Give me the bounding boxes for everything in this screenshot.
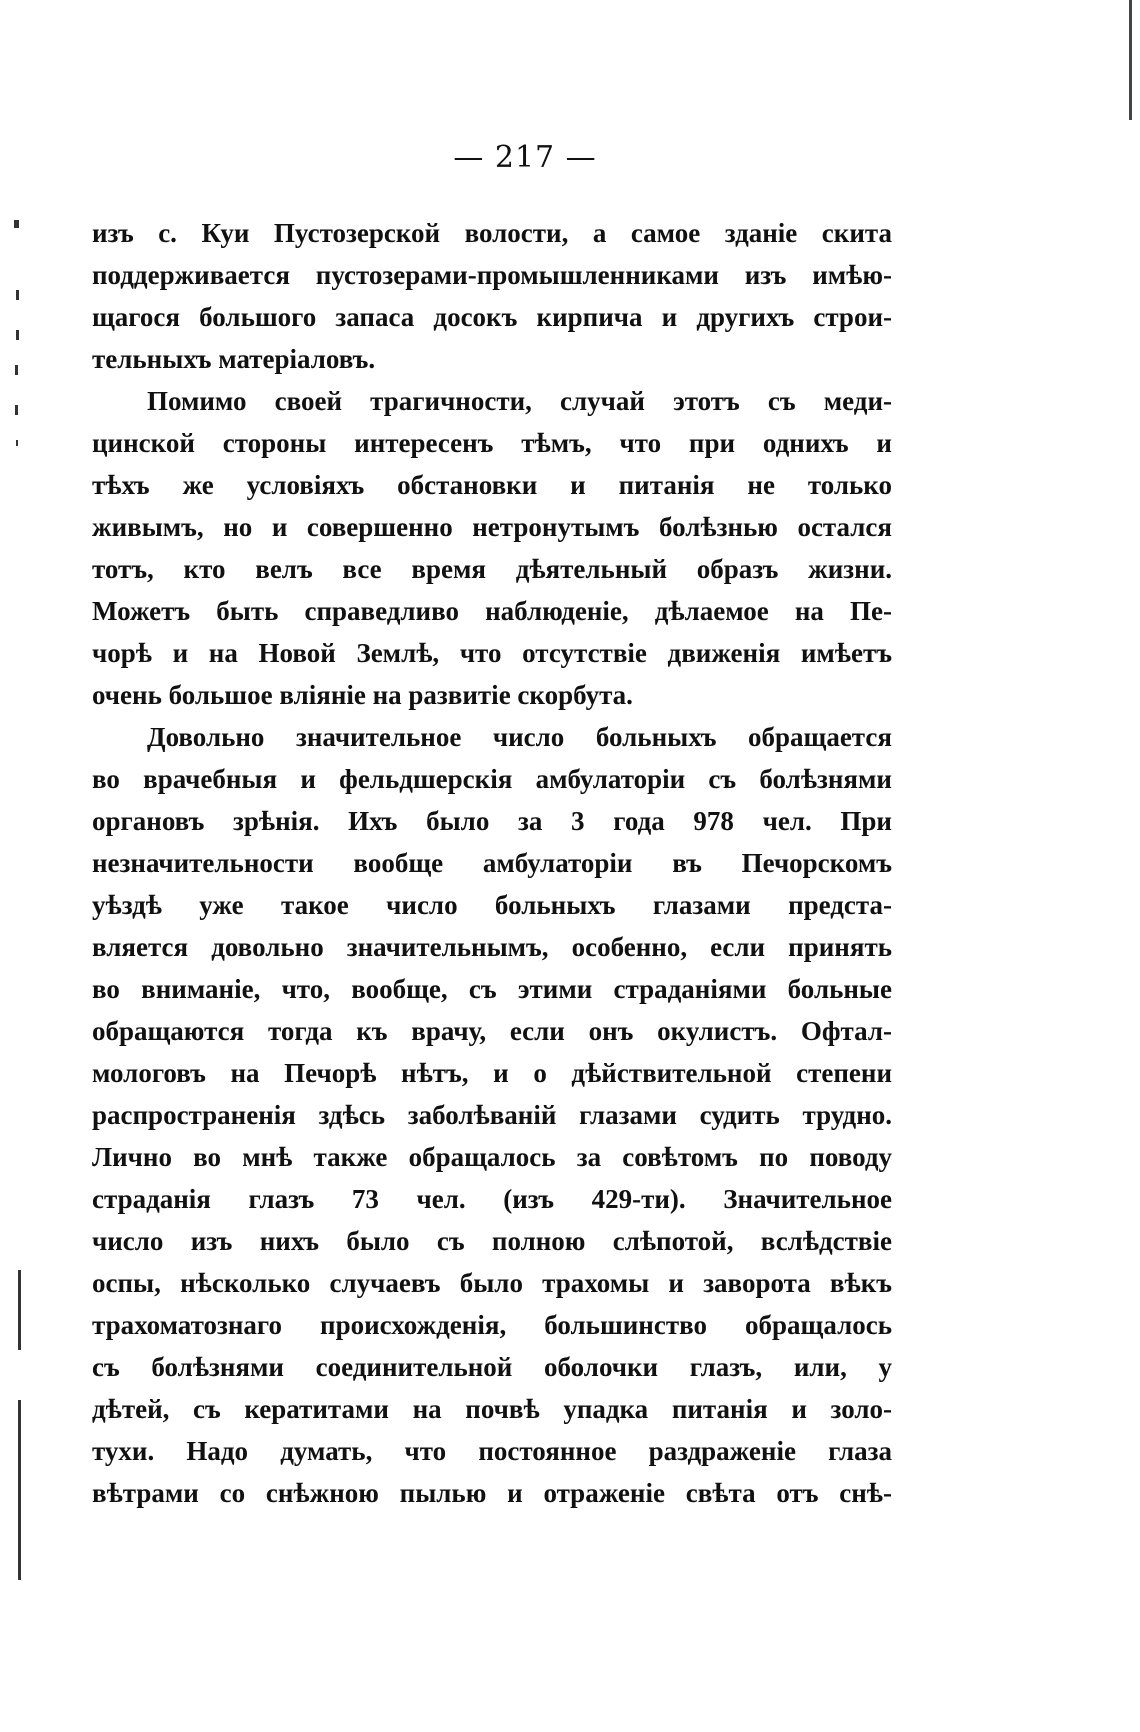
text-line: тотъ, кто велъ все время дѣятельный образъ жизни. [92, 554, 892, 584]
paragraph [92, 380, 892, 716]
scan-edge-mark [1129, 0, 1132, 120]
text-line: тѣхъ же условіяхъ обстановки и питанія не только [92, 470, 892, 500]
text-line: Помимо своей трагичности, случай этотъ съ меди- [147, 386, 892, 416]
text-line: во вниманіе, что, вообще, съ этими страданіями больные [92, 974, 892, 1004]
text-line: Лично во мнѣ также обращалось за совѣтомъ по поводу [92, 1142, 892, 1172]
text-line: очень большое вліяніе на развитіе скорбута. [92, 680, 633, 710]
text-line: органовъ зрѣнія. Ихъ было за 3 года 978 чел. При [92, 806, 892, 836]
text-line: мологовъ на Печорѣ нѣтъ, и о дѣйствительной степени [92, 1058, 892, 1088]
text-line: вѣтрами со снѣжною пылью и отраженіе свѣта отъ снѣ- [92, 1478, 892, 1508]
margin-mark [16, 440, 18, 446]
text-line: незначительности вообще амбулаторіи въ Печорскомъ [92, 848, 892, 878]
paragraph [92, 212, 892, 380]
margin-mark [18, 1270, 21, 1350]
text-line: трахоматознаго происхожденія, большинство обращалось [92, 1310, 892, 1340]
text-line: изъ с. Куи Пустозерской волости, а самое зданіе скита [92, 218, 892, 248]
page-number: — 217 — [453, 140, 597, 175]
text-line: съ болѣзнями соединительной оболочки глазъ, или, у [92, 1352, 892, 1382]
text-line: тухи. Надо думать, что постоянное раздраженіе глаза [92, 1436, 892, 1466]
margin-mark [18, 1400, 21, 1580]
text-line: во врачебныя и фельдшерскія амбулаторіи съ болѣзнями [92, 764, 892, 794]
margin-scan-marks [12, 220, 32, 1520]
text-line: оспы, нѣсколько случаевъ было трахомы и заворота вѣкъ [92, 1268, 892, 1298]
text-line: Можетъ быть справедливо наблюденіе, дѣлаемое на Пе- [92, 596, 892, 626]
body-text [92, 212, 892, 1514]
margin-mark [14, 220, 19, 228]
text-line: вляется довольно значительнымъ, особенно, если принять [92, 932, 892, 962]
text-line: поддерживается пустозерами-промышленниками изъ имѣю- [92, 260, 892, 290]
text-line: чорѣ и на Новой Землѣ, что отсутствіе движенія имѣетъ [92, 638, 892, 668]
text-line: страданія глазъ 73 чел. (изъ 429-ти). Значительное [92, 1184, 892, 1214]
margin-mark [15, 365, 18, 375]
text-line: распространенія здѣсь заболѣваній глазами судить трудно. [92, 1100, 892, 1130]
paragraph [92, 716, 892, 1514]
margin-mark [16, 330, 19, 340]
text-line: обращаются тогда къ врачу, если онъ окулистъ. Офтал- [92, 1016, 892, 1046]
text-line: число изъ нихъ было съ полною слѣпотой, вслѣдствіе [92, 1226, 892, 1256]
text-line: тельныхъ матеріаловъ. [92, 344, 376, 374]
text-line: уѣздѣ уже такое число больныхъ глазами предста- [92, 890, 892, 920]
text-line: дѣтей, съ кератитами на почвѣ упадка питанія и золо- [92, 1394, 892, 1424]
text-line: Довольно значительное число больныхъ обращается [147, 722, 892, 752]
text-line: цинской стороны интересенъ тѣмъ, что при однихъ и [92, 428, 892, 458]
text-line: живымъ, но и совершенно нетронутымъ болѣзнью остался [92, 512, 892, 542]
text-line: щагося большого запаса досокъ кирпича и другихъ строи- [92, 302, 892, 332]
margin-mark [15, 405, 18, 415]
margin-mark [16, 290, 19, 300]
